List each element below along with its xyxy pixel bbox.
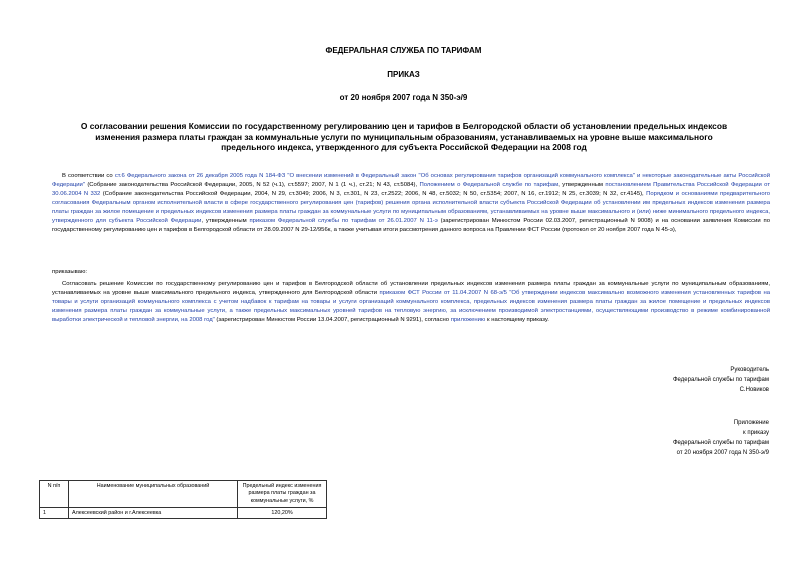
preamble-paragraph: [52, 172, 770, 235]
municipality-cell: Алексеевский район и г.Алексеевка: [69, 507, 238, 518]
fst-order-68e5-link[interactable]: приказом ФСТ России от 11.04.2007 N 68-э/5 "Об утверждении индексов максимально возможного изменения установленных тарифов на товары и услуги организаций коммунального комплекса с учетом надбавок к тарифам на товары и услуги организаций коммунального комплекса, предельных индексов изменения размера платы граждан за жилое помещение и предельных индексов изменения размера платы граждан за коммунальные услуги, а также предельных максимальных уровней тарифов на тепловую энергию, за исключением производимой электростанциями, осуществляющими производство в режиме комбинированной выработки электрической и тепловой энергии, на 2008 год": [52, 290, 770, 323]
resolution-paragraph: [52, 280, 770, 325]
document-date-number: от 20 ноября 2007 года N 350-э/9: [339, 93, 468, 102]
document-type: ПРИКАЗ: [387, 70, 420, 79]
index-value-cell: 120,20%: [238, 507, 327, 518]
table-row: [40, 507, 327, 518]
row-number-cell: 1: [40, 507, 69, 518]
fst-order-11e-link[interactable]: приказом Федеральной службы по тарифам от 26.01.2007 N 11-э: [249, 218, 438, 224]
preamble-text-6: (зарегистрирован Минюстом России 02.03.2007, регистрационный N 9008) и на основании заявления Комиссии по государственному регулированию цен и тарифов в Белгородской области от 28.09.2007 N 29-12/956к, а также учитывая итоги рассмотрения данного вопроса на Правлении ФСТ России (протокол от 20 ноября 2007 года N 45-э),: [52, 218, 770, 233]
appendix-title: Приложение: [733, 420, 769, 426]
signature-organization: Федеральной службы по тарифам: [673, 377, 769, 383]
signature-position: Руководитель: [730, 367, 769, 373]
signature-name: С.Новиков: [739, 387, 769, 393]
preamble-text-4: (Собрание законодательства Российской Федерации, 2004, N 29, ст.3049; 2006, N 3, ст.301, N 23, ст.2522; 2006, N 48, ст.5032; N 50, ст.5354; 2007, N 16, ст.1912; N 25, ст.3039; N 32, ст.4145),: [100, 191, 647, 197]
resolution-text-2: (зарегистрирован Минюстом России 13.04.2007, регистрационный N 9291), согласно: [214, 317, 451, 323]
appendix-header: [673, 418, 769, 458]
column-header-municipality: Наименование муниципальных образований: [69, 481, 238, 508]
resolution-text-3: к настоящему приказу.: [485, 317, 549, 323]
preamble-text-1: В соответствии со: [62, 173, 115, 179]
appendix-to-order: к приказу: [743, 430, 769, 436]
resolution-text-1: Согласовать решение Комиссии по государственному регулированию цен и тарифов в Белгородской области об установлении предельных индексов изменения размера платы граждан за коммунальные услуги по муниципальным образованиям, устанавливаемых на уровне выше максимального предельного индекса, утвержденного для Белгородской области: [52, 281, 770, 296]
government-decree-332-link[interactable]: постановлением Правительства Российской Федерации от 30.06.2004 N 332: [52, 182, 771, 197]
approval-procedure-link[interactable]: Порядком и основаниями предварительного согласования Федеральным органом исполнительной власти в сфере государственного регулирования цен (тарифов) решения органа исполнительной власти субъекта Российской Федерации об установлении им предельных индексов изменения размера платы граждан за жилое помещение и предельных индексов изменения размера платы граждан за коммунальные услуги по муниципальным образованиям, устанавливаемых на уровне выше максимального и (или) ниже минимального предельного индекса, утвержденного для субъекта Российской Федерации: [52, 191, 771, 224]
appendix-date-number: от 20 ноября 2007 года N 350-э/9: [676, 450, 769, 456]
appendix-organization: Федеральной службы по тарифам: [673, 440, 769, 446]
order-word: приказываю:: [52, 269, 88, 275]
column-header-number: N п/п: [40, 481, 69, 508]
preamble-text-5: , утвержденным: [201, 218, 250, 224]
fst-regulation-link[interactable]: Положением о Федеральной службе по тарифам: [419, 182, 559, 188]
agency-title: ФЕДЕРАЛЬНАЯ СЛУЖБА ПО ТАРИФАМ: [325, 46, 482, 55]
municipalities-table: [39, 480, 327, 519]
signature-block: [673, 365, 769, 395]
preamble-text-3: , утвержденным: [558, 182, 606, 188]
table-header-row: [40, 481, 327, 508]
law-184-fz-link[interactable]: ст.6 Федерального закона от 26 декабря 2005 года N 184-ФЗ "О внесении изменений в Федеральный закон "Об основах регулирования тарифов организаций коммунального комплекса" и некоторые законодательные акты Российской Федерации": [52, 173, 771, 188]
document-heading: О согласовании решения Комиссии по государственному регулированию цен и тарифов в Белгородской области об установлении предельных индексов изменения размера платы граждан за коммунальные услуги по муниципальным образованиям, устанавливаемых на уровне выше максимального предельного индекса, утвержденного для субъекта Российской Федерации на 2008 год: [80, 121, 728, 152]
preamble-text-2: (Собрание законодательства Российской Федерации, 2005, N 52 (ч.1), ст.5597; 2007, N 1 (1 ч.), ст.21; N 43, ст.5084),: [84, 182, 420, 188]
column-header-index: Предельный индекс изменения размера платы граждан за коммунальные услуги, %: [238, 481, 327, 508]
appendix-link[interactable]: приложению: [450, 317, 486, 323]
